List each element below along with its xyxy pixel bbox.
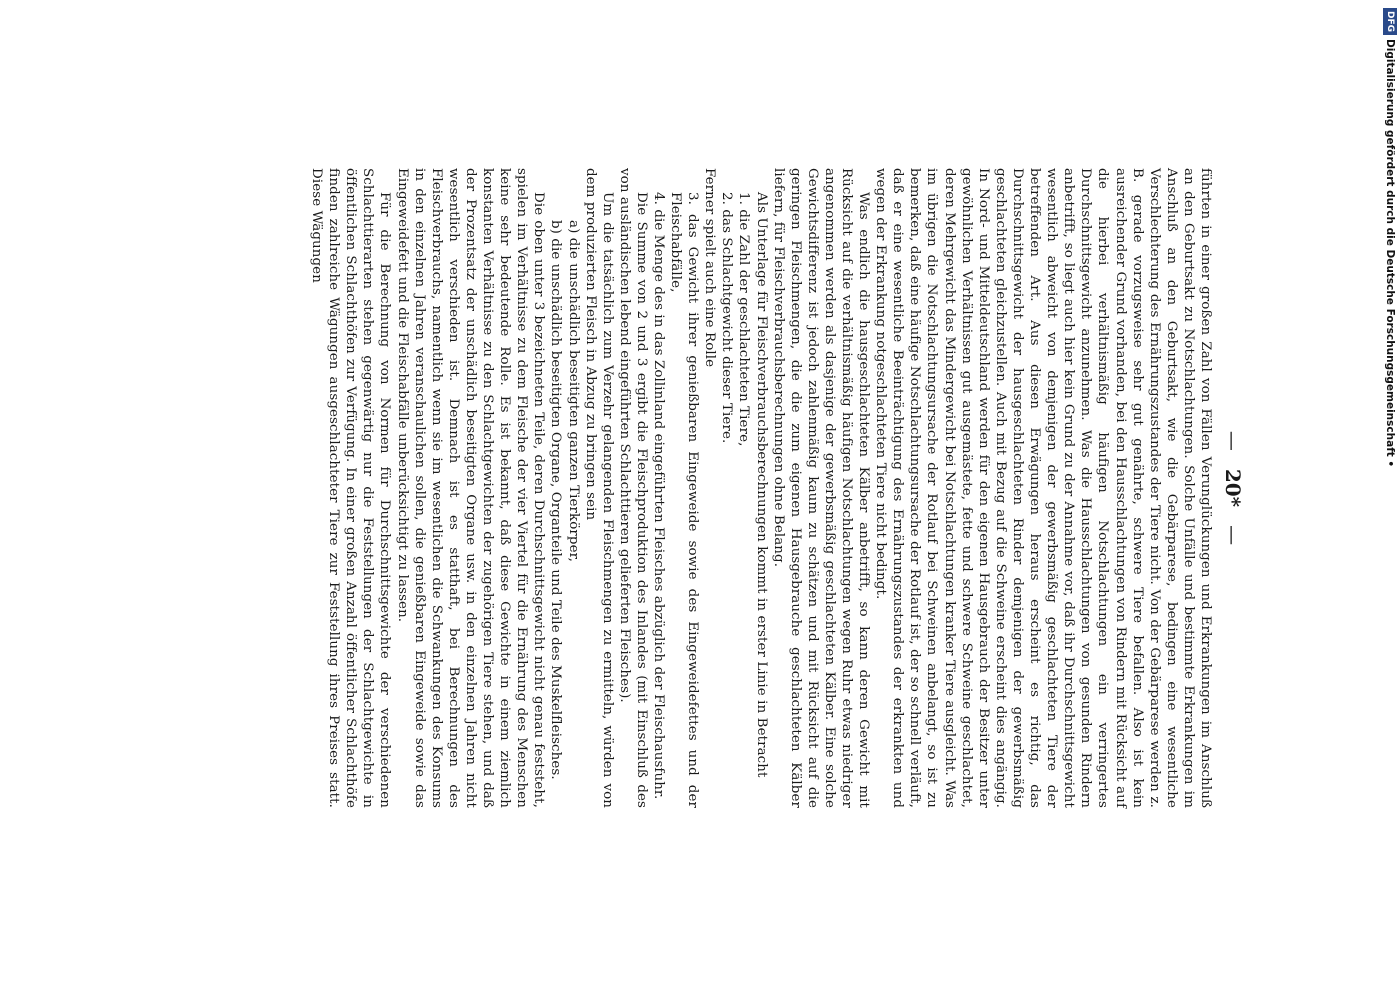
- paragraph: Was endlich die hausgeschlachteten Kälber anbetrifft, so kann deren Gewicht mit Rücksicht auf die verhältnismäßig häufigen Notschlachtungen wegen Ruhr etwas niedriger angenommen werden als dasjenige der gewerbsmäßig geschlachteten Kälber. Eine solche Gewichtsdifferenz ist jedoch zahlenmäßig kaum zu schätzen und mit Rücksicht auf die geringen Fleischmengen, die die zum eigenen Hausgebrauche geschlachteten Kälber liefern, für Fleischverbrauchsberechnungen ohne Belang.: [770, 168, 872, 808]
- digitization-credit: [1369, 8, 1396, 468]
- header-dash-right: —: [1221, 525, 1245, 546]
- header-dash-left: —: [1221, 430, 1245, 451]
- paragraph: 2. das Schlachtgewicht dieser Tiere.: [719, 192, 735, 444]
- paragraph: 4. die Menge des in das Zollinland eingeführten Fleisches abzüglich der Fleischausfuhr.: [651, 192, 666, 800]
- page-number: 20*: [1221, 468, 1245, 508]
- paragraph: Als Unterlage für Fleischverbrauchsberechnungen kommt in erster Linie in Betracht: [753, 192, 769, 778]
- paragraph: Die Summe von 2 und 3 ergibt die Fleischproduktion des Inlandes (mit Einschluß des von ausländischen lebend eingeführten Schlachttieren gelieferten Fleisches).: [616, 168, 649, 808]
- paragraph: Für die Berechnung von Normen für Durchschnittsgewichte der verschiedenen Schlachttierarten stehen gegenwärtig nur die Feststellungen der Schlachtgewichte in öffentlichen Schlachthöfen zur Verfügung. In einer großen Anzahl öffentlicher Schlachthöfe finden zahlreiche Wägungen ausgeschlachteter Tiere zur Feststellung ihres Preises statt. Diese Wägungen: [309, 168, 393, 808]
- paragraph: b) die unschädlich beseitigten Organe, Organteile und Teile des Muskelfleisches.: [548, 220, 564, 780]
- dfg-logo: DFG: [1383, 8, 1397, 35]
- paragraph: Die oben unter 3 bezeichneten Teile, deren Durchschnittsgewicht nicht genau feststeht, spielen im Verhältnisse zu dem Fleische der vier Viertel für die Ernährung des Menschen keine sehr bedeutende Rolle. Es ist bekannt, daß diese Gewichte in einem ziemlich konstanten Verhältnisse zu den Schlachtgewichten der zugehörigen Tiere stehen, und daß der Prozentsatz der unschädlich beseitigten Organe usw. in den einzelnen Jahren nicht wesentlich verschieden ist. Demnach ist es statthaft, bei Berechnungen des Fleischverbrauchs, namentlich wenn sie im wesentlichen die Schwankungen des Konsums in den einzelnen Jahren veranschaulichen sollen, die genießbaren Eingeweide sowie das Eingeweidefett und die Fleischabfälle unberücksichtigt zu lassen.: [394, 168, 547, 808]
- page-header: [1214, 168, 1252, 808]
- paragraph: Ferner spielt auch eine Rolle: [702, 168, 718, 368]
- body-text: [308, 168, 1214, 808]
- credit-text: Digitalisierung gefördert durch die Deutsche Forschungsgemeinschaft •: [1384, 39, 1396, 468]
- paragraph: 3. das Gewicht ihrer genießbaren Eingeweide sowie des Eingeweidefettes und der Fleischabfälle,: [668, 192, 701, 808]
- paragraph: a) die unschädlich beseitigten ganzen Tierkörper,: [565, 220, 581, 562]
- paragraph: Um die tatsächlich zum Verzehr gelangenden Fleischmengen zu ermitteln, würden von dem produzierten Fleisch in Abzug zu bringen sein: [582, 168, 615, 808]
- paragraph: führten in einer großen Zahl von Fällen Verunglückungen und Erkrankungen im Anschluß an den Geburtsakt zu Notschlachtungen. Solche Unfälle und bestimmte Erkrankungen im Anschluß an den Geburtsakt, wie die Gebärparese, bedingen eine wesentliche Verschlechterung des Ernährungszustandes der Tiere nicht. Von der Gebärparese werden z. B. gerade vorzugsweise sehr gut genährte, schwere Tiere befallen. Also ist kein ausreichender Grund vorhanden, bei den Hausschlachtungen von Rindern mit Rücksicht auf die hierbei verhältnismäßig häufigen Notschlachtungen ein verringertes Durchschnittsgewicht anzunehmen. Was die Hausschlachtungen von gesunden Rindern anbetrifft, so liegt auch hier kein Grund zu der Annahme vor, daß ihr Durchschnittsgewicht wesentlich abweicht von demjenigen der gewerbsmäßig geschlachteten Tiere der betreffenden Art. Aus diesen Erwägungen heraus erscheint es richtig, das Durchschnittsgewicht der hausgeschlachteten Rinder demjenigen der gewerbsmäßig geschlachteten gleichzustellen. Auch mit Bezug auf die Schweine erscheint dies angängig. In Nord- und Mitteldeutschland werden für den eigenen Hausgebrauch der Besitzer unter gewöhnlichen Verhältnissen gut ausgemästete, fette und schwere Schweine geschlachtet, deren Mehrgewicht das Mindergewicht bei Notschlachtungen kranker Tiere ausgleicht. Was im übrigen die Notschlachtungsursache der Rotlauf bei Schweinen anbelangt, so ist zu bemerken, daß eine häufige Notschlachtungsursache der Rotlauf ist, der so schnell verläuft, daß er eine wesentliche Beeinträchtigung des Ernährungszustandes der erkrankten und wegen der Erkrankung notgeschlachteten Tiere nicht bedingt.: [873, 168, 1213, 808]
- rotated-page: [192, 168, 1252, 808]
- paragraph: 1. die Zahl der geschlachteten Tiere,: [736, 192, 752, 447]
